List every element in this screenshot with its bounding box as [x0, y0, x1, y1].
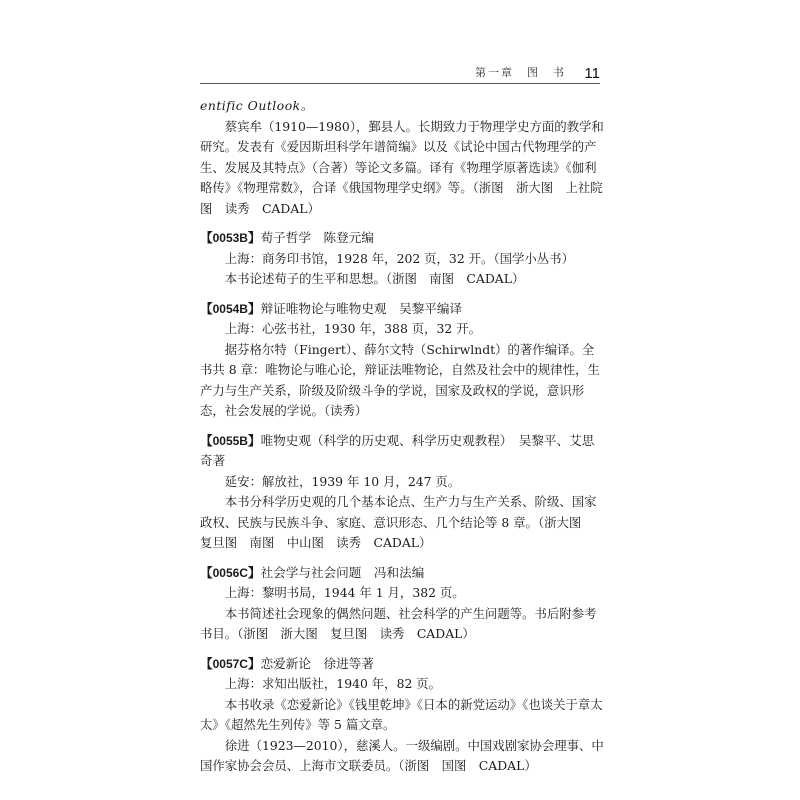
entry-bracket-close: 】: [247, 230, 261, 245]
entry-bracket-close: 】: [247, 564, 261, 580]
entry-bracket-open: 【: [200, 564, 213, 580]
entry-title: 社会学与社会问题 冯和法编: [260, 564, 425, 580]
entry-publication: 上海：求知出版社，1940 年，82 页。: [224, 676, 442, 691]
catalog-entry: [200, 563, 604, 645]
entry-title: 荀子哲学 陈登元编: [260, 230, 374, 245]
catalog-entry: [200, 654, 604, 777]
entry-description: 本书分科学历史观的几个基本论点、生产力与生产关系、阶级、国家政权、民族与民族斗争、家庭、意识形态、几个结论等 8 章。（浙大图 复旦图 南图 中山图 读秀 CADAL）: [200, 494, 597, 550]
entry-code: 0055B: [212, 433, 248, 448]
entry-bracket-close: 】: [247, 432, 261, 448]
entry-publication: 延安：解放社，1939 年 10 月，247 页。: [224, 473, 461, 489]
running-header: [200, 62, 600, 84]
header-rule: [200, 83, 600, 84]
entry-publication: 上海：黎明书局，1944 年 1 月，382 页。: [224, 585, 465, 600]
entry-heading: [200, 431, 604, 472]
entry-code: 0057C: [212, 656, 248, 671]
page-body: [200, 96, 604, 777]
entry-title: 恋爱新论 徐进等著: [260, 655, 374, 671]
entry-heading: [200, 299, 604, 320]
entry-code: 0054B: [212, 301, 248, 316]
catalog-entry: [200, 299, 604, 422]
entry-bracket-close: 】: [247, 300, 261, 316]
entry-description: 据芬格尔特（Fingert）、薛尔文特（Schirwlndt）的著作编译。全书共 8 章：唯物论与唯心论，辩证法唯物论，自然及社会中的规律性，生产力与生产关系，阶级及阶级斗争的学说，国家及政权的学说，意识形态，社会发展的学说。（读秀）: [200, 341, 600, 418]
entry-bracket-open: 【: [200, 432, 213, 448]
entry-title: 唯物史观（科学的历史观、科学历史观教程） 吴黎平、艾思奇著: [200, 432, 595, 468]
entry-description: 本书简述社会现象的偶然问题、社会科学的产生问题等。书后附参考书目。（浙图 浙大图 复旦图 读秀 CADAL）: [200, 605, 597, 641]
chapter-title: 第一章 图 书: [475, 66, 566, 79]
page-number: 11: [584, 65, 600, 82]
entry-heading: [200, 228, 604, 249]
entry-heading: [200, 563, 604, 584]
catalog-entry: [200, 228, 604, 290]
continued-line: entific Outlook。: [200, 98, 314, 113]
entry-publication: 上海：商务印书馆，1928 年，202 页，32 开。（国学小丛书）: [224, 250, 574, 266]
entry-bracket-open: 【: [200, 655, 213, 671]
entry-bracket-open: 【: [200, 300, 213, 316]
author-bio: 蔡宾牟（1910—1980），鄞县人。长期致力于物理学史方面的教学和研究。发表有《爱因斯坦科学年谱简编》以及《试论中国古代物理学的产生、发展及其特点》（合著）等论文多篇。译有《物理学原著选读》《伽利略传》《物理常数》，合译《俄国物理学史纲》等。（浙图 浙大图 上社院图 读秀 CADAL）: [200, 118, 604, 216]
entry-heading: [200, 654, 604, 675]
entry-description: 徐进（1923—2010），慈溪人。一级编剧。中国戏剧家协会理事、中国作家协会会员、上海市文联委员。（浙图 国图 CADAL）: [200, 737, 604, 773]
entry-bracket-close: 】: [247, 655, 261, 671]
entry-bracket-open: 【: [200, 230, 213, 245]
entry-description: 本书论述荀子的生平和思想。（浙图 南图 CADAL）: [224, 271, 525, 286]
entry-description: 本书收录《恋爱新论》《钱里乾坤》《日本的新党运动》《也谈关于章太太》《超然先生列传》等 5 篇文章。: [200, 696, 603, 732]
entry-code: 0056C: [212, 565, 248, 580]
entry-publication: 上海：心弦书社，1930 年，388 页，32 开。: [224, 321, 482, 336]
catalog-entry: [200, 431, 604, 554]
entry-title: 辩证唯物论与唯物史观 吴黎平编译: [260, 300, 463, 316]
entry-list: [200, 228, 604, 777]
entry-code: 0053B: [212, 231, 248, 245]
